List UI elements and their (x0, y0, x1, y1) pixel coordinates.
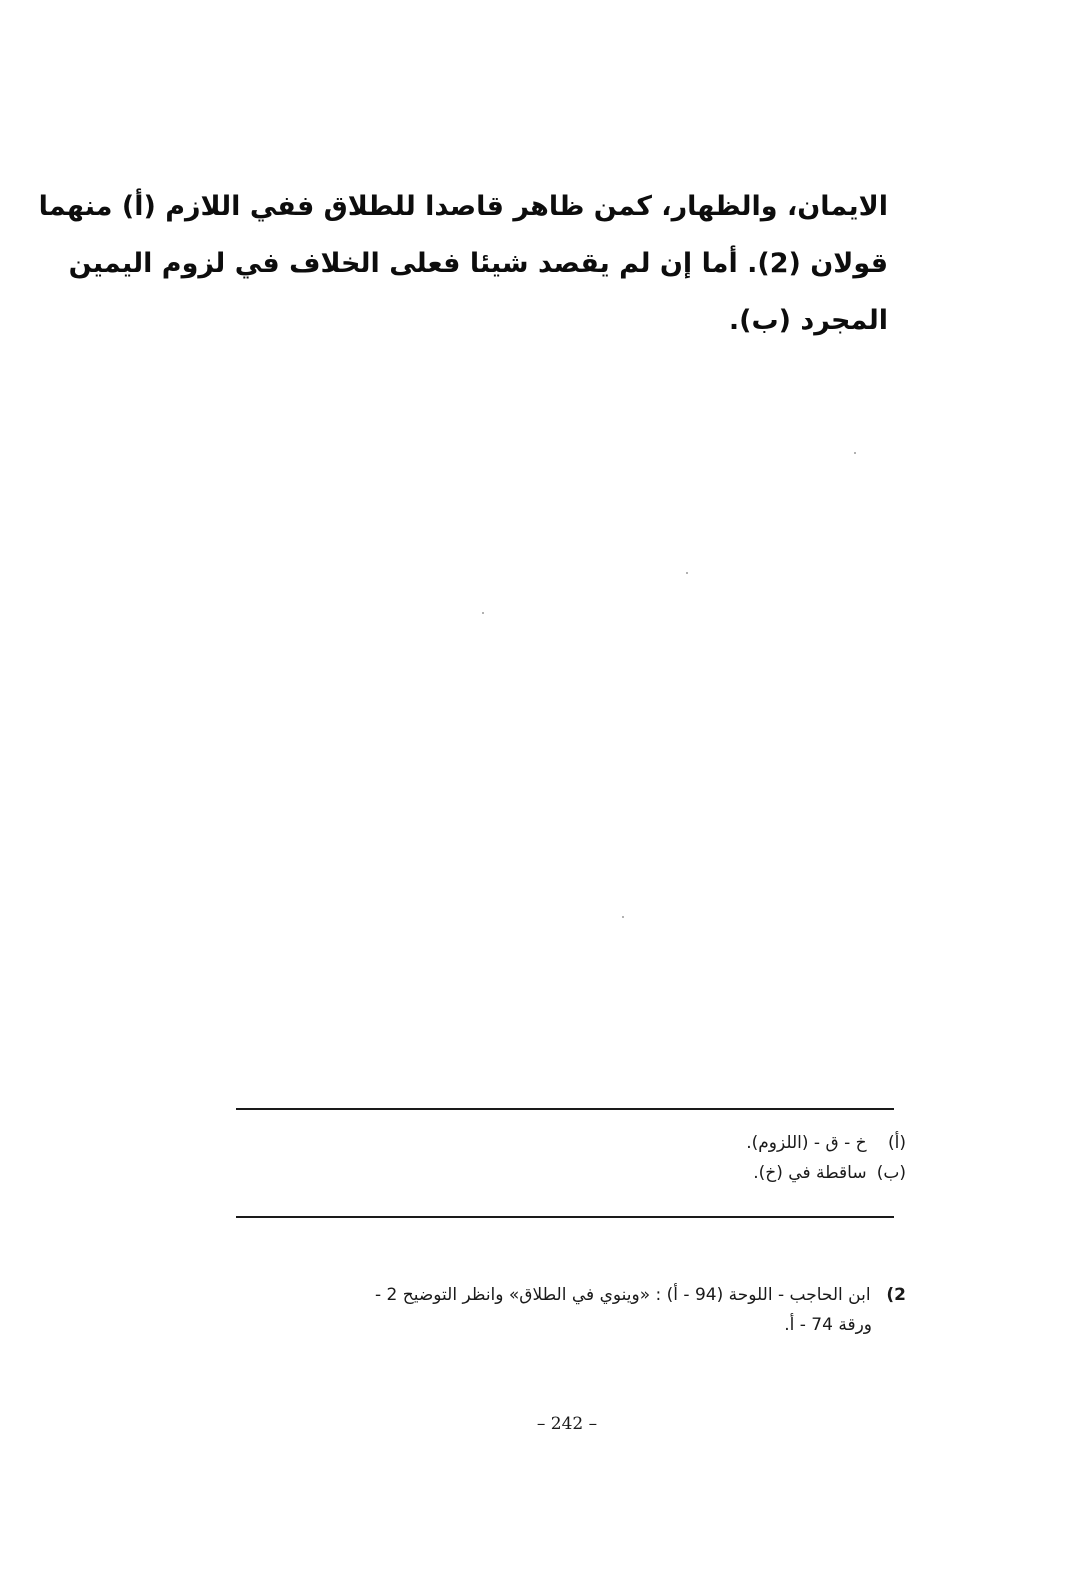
footnotes (220, 1280, 906, 1340)
footnote-number: 2) (886, 1285, 906, 1305)
variant-note (236, 1158, 906, 1188)
main-paragraph (38, 178, 888, 349)
scan-speck (622, 916, 624, 918)
variant-note-text: ساقطة في (خ). (753, 1163, 867, 1183)
variant-note-marker: (أ) (888, 1133, 906, 1153)
variant-note (236, 1128, 906, 1158)
footnote-continuation: ورقة 74 - أ. (784, 1315, 872, 1335)
variant-notes (236, 1128, 906, 1188)
variant-notes-bottom-rule (236, 1216, 894, 1218)
variant-note-marker: (ب) (876, 1163, 906, 1183)
footnote-text: ابن الحاجب - اللوحة (94 - أ) : «وينوي في الطلاق» وانظر التوضيح 2 - (374, 1285, 871, 1305)
footnote (220, 1280, 906, 1310)
main-text-line: المجرد (ب). (728, 305, 888, 336)
variant-notes-top-rule (236, 1108, 894, 1110)
scan-speck (482, 612, 484, 614)
scan-speck (854, 452, 856, 454)
main-text-line: قولان (2). أما إن لم يقصد شيئا فعلى الخلاف في لزوم اليمين (68, 248, 888, 279)
variant-note-text: خ - ق - (اللزوم). (746, 1133, 867, 1153)
main-text-line: الايمان، والظهار، كمن ظاهر قاصدا للطلاق ففي اللازم (أ) منهما (38, 191, 888, 222)
page-number: – 242 – (536, 1414, 598, 1434)
scan-speck (686, 572, 688, 574)
